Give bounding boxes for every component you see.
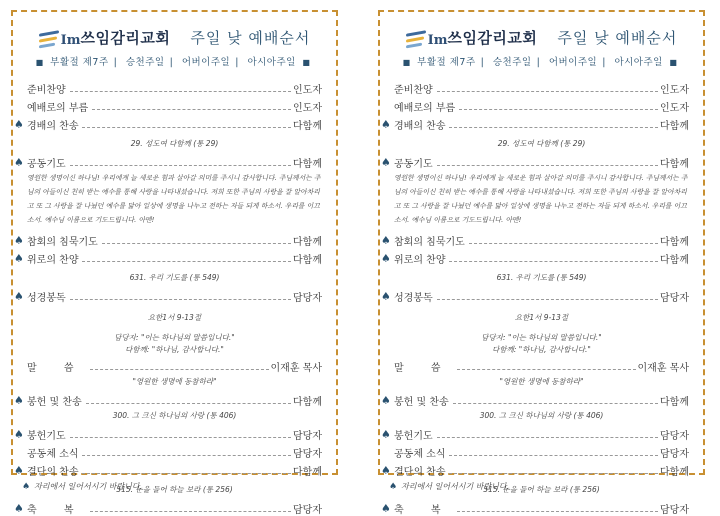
item-leader: 담당자 bbox=[660, 431, 689, 442]
spade-icon: ♠ bbox=[381, 118, 391, 131]
bulletin-header bbox=[394, 16, 689, 78]
order-item bbox=[14, 460, 322, 478]
order-item bbox=[381, 248, 689, 266]
item-leader: 다함께 bbox=[660, 121, 689, 132]
item-leader: 다함께 bbox=[660, 237, 689, 248]
item-name: 위로의 찬양 bbox=[27, 255, 79, 266]
item-name: 준비찬양 bbox=[394, 85, 433, 96]
item-leader: 다함께 bbox=[293, 255, 322, 266]
item-name: 축 복 bbox=[394, 505, 453, 516]
logo-im: Im bbox=[60, 32, 81, 48]
response-line: 다함께: "하나님, 감사합니다." bbox=[492, 345, 591, 354]
church-name: 쓰임감리교회 bbox=[447, 28, 538, 47]
order-item bbox=[381, 424, 689, 442]
item-leader: 다함께 bbox=[293, 237, 322, 248]
hymn-note: 515. 눈을 들어 하늘 보라 (통 256) bbox=[116, 485, 233, 494]
spade-icon: ♠ bbox=[381, 290, 391, 303]
order-item bbox=[381, 460, 689, 478]
order-item bbox=[14, 498, 322, 516]
spade-icon: ♠ bbox=[14, 290, 24, 303]
subtitle-item: 승천주일 bbox=[492, 57, 532, 68]
item-name: 참회의 침묵기도 bbox=[394, 237, 465, 248]
item-name: 봉헌기도 bbox=[394, 431, 433, 442]
item-leader: 다함께 bbox=[293, 121, 322, 132]
order-item bbox=[14, 230, 322, 248]
subtitle-item: 아시아주일 bbox=[614, 57, 663, 68]
subtitle-item: 부활절 제7주 bbox=[417, 57, 476, 68]
order-item bbox=[14, 286, 322, 304]
item-leader: 담당자 bbox=[293, 449, 322, 460]
church-logo bbox=[406, 27, 538, 48]
square-icon: ■ bbox=[302, 58, 311, 67]
order-item bbox=[394, 78, 689, 96]
hymn-note: 29. 성도여 다함께 (통 29) bbox=[130, 139, 219, 148]
order-item bbox=[381, 230, 689, 248]
sermon-title: "영원한 생명에 동참하라" bbox=[499, 377, 584, 386]
item-leader: 담당자 bbox=[660, 293, 689, 304]
order-item bbox=[14, 390, 322, 408]
item-leader: 담당자 bbox=[293, 505, 322, 516]
item-name: 말 씀 bbox=[394, 363, 453, 374]
liturgical-subtitle: ■ 부활절 제7주 | 승천주일 | 어버이주일 | 아시아주일 ■ bbox=[402, 57, 678, 68]
square-icon: ■ bbox=[402, 58, 411, 67]
order-item bbox=[14, 152, 322, 170]
prayer-text: 영원한 생명이신 하나님! 우리에게 늘 새로운 힘과 살아갈 의미를 주시니 감사합니다. 주님께서는 주님의 아들이신 친히 받는 예수를 통해 사랑을 나타내셨습니다. 저희 또한 주님의 사랑을 잘 알아차리고 또 그 사랑을 잘 나눴던 예수를 닮아 일상에 생명을 나누고 전하는 자들 되게 하소서. 우리를 이끄소서. 예수님 이름으로 기도드립니다. 아멘! bbox=[27, 174, 321, 224]
spade-icon: ♠ bbox=[14, 428, 24, 441]
item-name: 예배로의 부름 bbox=[394, 103, 456, 114]
item-leader: 담당자 bbox=[660, 505, 689, 516]
item-leader: 다함께 bbox=[660, 467, 689, 478]
order-item bbox=[381, 498, 689, 516]
subtitle-item: 아시아주일 bbox=[247, 57, 296, 68]
response-line: 담당자: "이는 하나님의 말씀입니다." bbox=[114, 333, 235, 342]
subtitle-item: 어버이주일 bbox=[181, 57, 231, 68]
order-item bbox=[381, 286, 689, 304]
item-name: 공동기도 bbox=[394, 159, 433, 170]
page-title: 주일 낮 예배순서 bbox=[557, 28, 678, 47]
spade-icon: ♠ bbox=[14, 118, 24, 131]
item-name: 축 복 bbox=[27, 505, 86, 516]
spade-icon: ♠ bbox=[22, 482, 31, 492]
spade-icon: ♠ bbox=[14, 464, 24, 477]
order-item bbox=[27, 442, 322, 460]
order-item bbox=[394, 442, 689, 460]
subtitle-item: 어버이주일 bbox=[548, 57, 598, 68]
square-icon: ■ bbox=[669, 58, 678, 67]
hymn-note: 631. 우리 기도를 (통 549) bbox=[129, 273, 220, 282]
item-name: 공동체 소식 bbox=[394, 449, 446, 460]
item-leader: 다함께 bbox=[293, 397, 322, 408]
hymn-note: 300. 그 크신 하나님의 사랑 (통 406) bbox=[112, 411, 237, 420]
scripture-reference: 요한1서 9-13절 bbox=[147, 313, 202, 322]
order-item bbox=[14, 424, 322, 442]
item-name: 공동체 소식 bbox=[27, 449, 79, 460]
spade-icon: ♠ bbox=[14, 502, 24, 515]
item-name: 예배로의 부름 bbox=[27, 103, 89, 114]
spade-icon: ♠ bbox=[389, 482, 398, 492]
item-name: 공동기도 bbox=[27, 159, 66, 170]
hymn-note: 300. 그 크신 하나님의 사랑 (통 406) bbox=[479, 411, 604, 420]
order-item bbox=[394, 356, 689, 374]
item-name: 준비찬양 bbox=[27, 85, 66, 96]
order-item bbox=[27, 356, 322, 374]
prayer-text: 영원한 생명이신 하나님! 우리에게 늘 새로운 힘과 살아갈 의미를 주시니 감사합니다. 주님께서는 주님의 아들이신 친히 받는 예수를 통해 사랑을 나타내셨습니다. 저희 또한 주님의 사랑을 잘 알아차리고 또 그 사랑을 잘 나눴던 예수를 닮아 일상에 생명을 나누고 전하는 자들 되게 하소서. 우리를 이끄소서. 예수님 이름으로 기도드립니다. 아멘! bbox=[394, 174, 688, 224]
spade-icon: ♠ bbox=[381, 234, 391, 247]
item-name: 경배의 찬송 bbox=[394, 121, 446, 132]
item-leader: 다함께 bbox=[293, 467, 322, 478]
church-name: 쓰임감리교회 bbox=[80, 28, 171, 47]
order-item bbox=[14, 248, 322, 266]
order-item bbox=[27, 96, 322, 114]
order-item bbox=[381, 152, 689, 170]
spade-icon: ♠ bbox=[14, 234, 24, 247]
wave-logo-icon bbox=[406, 30, 426, 48]
response-line: 담당자: "이는 하나님의 말씀입니다." bbox=[481, 333, 602, 342]
liturgical-subtitle: ■ 부활절 제7주 | 승천주일 | 어버이주일 | 아시아주일 ■ bbox=[35, 57, 311, 68]
spade-icon: ♠ bbox=[381, 156, 391, 169]
item-leader: 다함께 bbox=[660, 159, 689, 170]
logo-im: Im bbox=[427, 32, 448, 48]
item-leader: 다함께 bbox=[293, 159, 322, 170]
spade-icon: ♠ bbox=[381, 502, 391, 515]
item-leader: 인도자 bbox=[293, 103, 322, 114]
spade-icon: ♠ bbox=[14, 394, 24, 407]
item-leader: 담당자 bbox=[660, 449, 689, 460]
item-leader: 이재훈 목사 bbox=[270, 363, 322, 374]
spade-icon: ♠ bbox=[14, 156, 24, 169]
order-item bbox=[14, 114, 322, 132]
hymn-note: 515. 눈을 들어 하늘 보라 (통 256) bbox=[483, 485, 600, 494]
hymn-note: 631. 우리 기도를 (통 549) bbox=[496, 273, 587, 282]
scripture-reference: 요한1서 9-13절 bbox=[514, 313, 569, 322]
footer-note bbox=[22, 481, 142, 492]
item-leader: 인도자 bbox=[293, 85, 322, 96]
item-name: 봉헌 및 찬송 bbox=[27, 397, 82, 408]
item-name: 위로의 찬양 bbox=[394, 255, 446, 266]
item-name: 참회의 침묵기도 bbox=[27, 237, 98, 248]
order-item bbox=[381, 390, 689, 408]
footer-note bbox=[389, 481, 509, 492]
item-leader: 이재훈 목사 bbox=[637, 363, 689, 374]
item-name: 봉헌 및 찬송 bbox=[394, 397, 449, 408]
order-of-worship bbox=[14, 78, 322, 516]
footer-text: 자리에서 일어서시기 바랍니다. bbox=[34, 482, 143, 491]
item-leader: 다함께 bbox=[660, 255, 689, 266]
subtitle-item: 승천주일 bbox=[125, 57, 165, 68]
item-leader: 인도자 bbox=[660, 85, 689, 96]
page-title: 주일 낮 예배순서 bbox=[190, 28, 311, 47]
item-name: 봉헌기도 bbox=[27, 431, 66, 442]
spade-icon: ♠ bbox=[14, 252, 24, 265]
subtitle-item: 부활절 제7주 bbox=[50, 57, 109, 68]
item-name: 결단의 찬송 bbox=[27, 467, 79, 478]
spade-icon: ♠ bbox=[381, 394, 391, 407]
item-name: 결단의 찬송 bbox=[394, 467, 446, 478]
item-name: 말 씀 bbox=[27, 363, 86, 374]
item-leader: 다함께 bbox=[660, 397, 689, 408]
footer-text: 자리에서 일어서시기 바랍니다. bbox=[401, 482, 510, 491]
order-item bbox=[27, 78, 322, 96]
item-name: 성경봉독 bbox=[27, 293, 66, 304]
item-leader: 인도자 bbox=[660, 103, 689, 114]
order-of-worship bbox=[381, 78, 689, 516]
spade-icon: ♠ bbox=[381, 428, 391, 441]
order-item bbox=[381, 114, 689, 132]
item-leader: 담당자 bbox=[293, 431, 322, 442]
item-leader: 담당자 bbox=[293, 293, 322, 304]
spade-icon: ♠ bbox=[381, 464, 391, 477]
order-item bbox=[394, 96, 689, 114]
sermon-title: "영원한 생명에 동참하라" bbox=[132, 377, 217, 386]
response-line: 다함께: "하나님, 감사합니다." bbox=[125, 345, 224, 354]
wave-logo-icon bbox=[39, 30, 59, 48]
church-logo bbox=[39, 27, 171, 48]
bulletin-header bbox=[27, 16, 322, 78]
hymn-note: 29. 성도여 다함께 (통 29) bbox=[497, 139, 586, 148]
item-name: 성경봉독 bbox=[394, 293, 433, 304]
item-name: 경배의 찬송 bbox=[27, 121, 79, 132]
square-icon: ■ bbox=[35, 58, 44, 67]
spade-icon: ♠ bbox=[381, 252, 391, 265]
